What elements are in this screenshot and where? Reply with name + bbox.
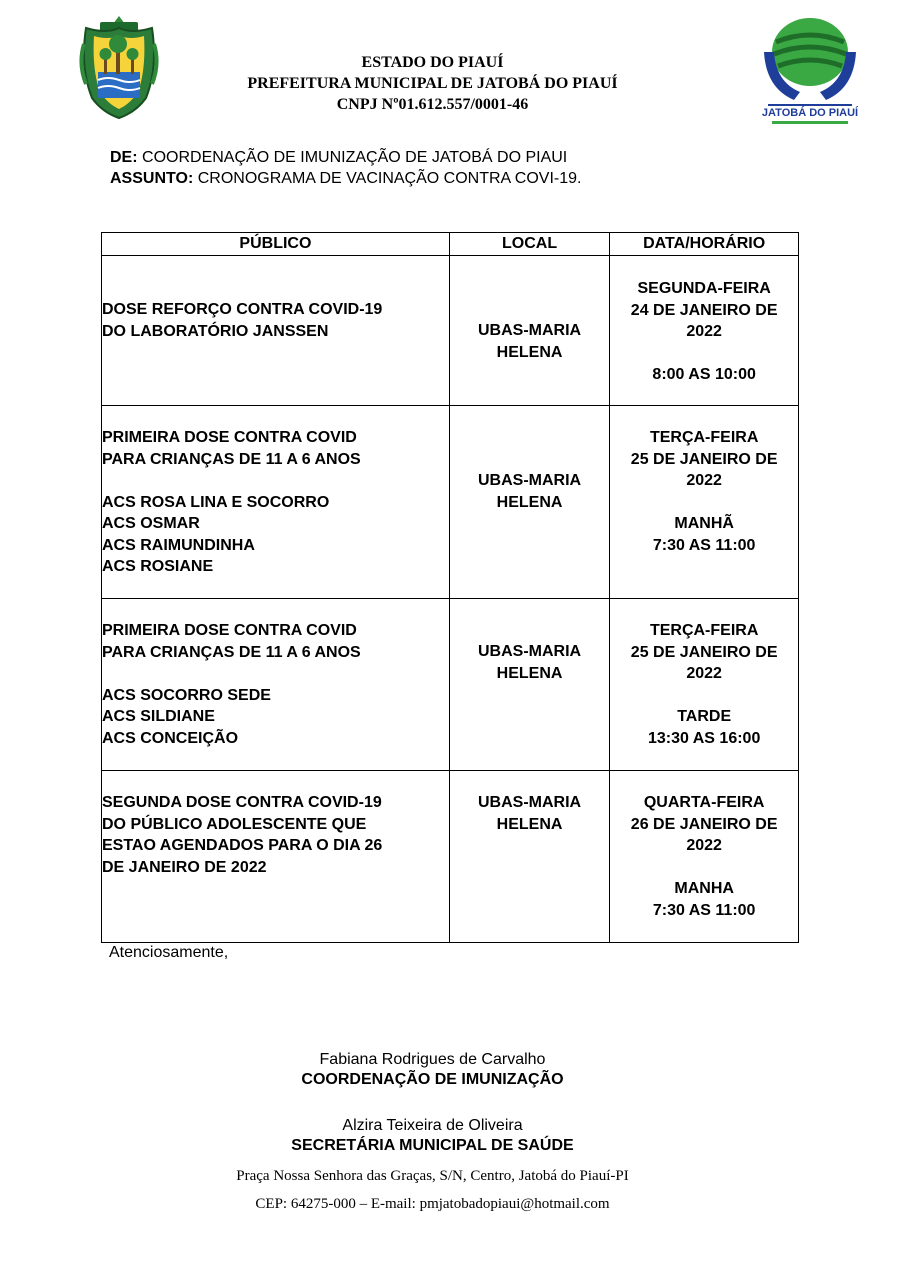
data-line: 25 DE JANEIRO DE — [630, 450, 778, 468]
signature-coordenacao — [160, 1050, 705, 1090]
signatory-role: SECRETÁRIA MUNICIPAL DE SAÚDE — [291, 1137, 574, 1154]
table-header-row — [102, 233, 799, 256]
publico-line: DOSE REFORÇO CONTRA COVID-19 — [102, 301, 383, 318]
data-line: 24 DE JANEIRO DE — [630, 301, 778, 319]
cell-data-horario — [610, 256, 799, 406]
publico-line: ACS SILDIANE — [102, 708, 215, 725]
data-line: 7:30 AS 11:00 — [652, 536, 756, 554]
closing-text: Atenciosamente, — [109, 944, 229, 961]
publico-line: DO LABORATÓRIO JANSSEN — [102, 322, 329, 340]
publico-line: ACS CONCEIÇÃO — [102, 729, 239, 747]
cell-data-horario — [610, 771, 799, 943]
table-row — [102, 771, 799, 943]
header-data-horario: DATA/HORÁRIO — [610, 233, 799, 256]
memo-meta — [110, 147, 581, 189]
publico-line: ACS SOCORRO SEDE — [102, 686, 271, 704]
table-row — [102, 256, 799, 406]
header-publico: PÚBLICO — [102, 233, 450, 256]
assunto-line — [110, 168, 581, 189]
document-header — [160, 52, 705, 115]
data-line: 25 DE JANEIRO DE — [630, 643, 778, 661]
local-line: HELENA — [496, 664, 563, 682]
de-value: COORDENAÇÃO DE IMUNIZAÇÃO DE JATOBÁ DO PIAUI — [137, 149, 568, 166]
cell-publico — [102, 771, 450, 943]
data-line: MANHÃ — [674, 515, 734, 532]
publico-line: ACS OSMAR — [102, 515, 200, 532]
data-line: SEGUNDA-FEIRA — [637, 280, 771, 297]
jatoba-municipal-logo — [762, 12, 858, 130]
publico-line: PARA CRIANÇAS DE 11 A 6 ANOS — [102, 450, 361, 468]
cell-publico — [102, 406, 450, 599]
table-row — [102, 406, 799, 599]
signatory-name: Fabiana Rodrigues de Carvalho — [319, 1051, 546, 1068]
cell-local — [449, 256, 610, 406]
publico-line: PARA CRIANÇAS DE 11 A 6 ANOS — [102, 643, 361, 661]
data-line: 13:30 AS 16:00 — [647, 729, 761, 747]
local-line: UBAS-MARIA — [478, 472, 582, 489]
local-line: UBAS-MARIA — [478, 643, 582, 660]
footer-contact: CEP: 64275-000 – E-mail: pmjatobadopiaui@hotmail.com — [255, 1196, 610, 1212]
vaccination-schedule-table — [101, 232, 799, 943]
table-row — [102, 599, 799, 771]
cell-local — [449, 406, 610, 599]
cnpj-number: CNPJ Nº01.612.557/0001-46 — [336, 96, 529, 113]
signatory-role: COORDENAÇÃO DE IMUNIZAÇÃO — [301, 1071, 564, 1088]
publico-line: ACS ROSA LINA E SOCORRO — [102, 493, 330, 511]
local-line: UBAS-MARIA — [478, 794, 582, 811]
data-line: 8:00 AS 10:00 — [652, 366, 756, 383]
logo-text: JATOBÁ DO PIAUÍ — [762, 107, 858, 119]
assunto-label: ASSUNTO: — [110, 170, 194, 187]
local-line: HELENA — [496, 343, 563, 361]
data-line: 26 DE JANEIRO DE — [630, 815, 778, 833]
header-local: LOCAL — [449, 233, 610, 256]
cell-data-horario — [610, 406, 799, 599]
signatory-name: Alzira Teixeira de Oliveira — [342, 1117, 523, 1134]
publico-line: SEGUNDA DOSE CONTRA COVID-19 — [102, 794, 382, 811]
de-line — [110, 147, 581, 168]
municipal-crest-logo — [78, 14, 160, 122]
data-line: 2022 — [686, 472, 722, 489]
publico-line: ACS ROSIANE — [102, 558, 214, 575]
data-line: 2022 — [686, 323, 722, 340]
cell-data-horario — [610, 599, 799, 771]
data-line: 2022 — [686, 837, 722, 854]
publico-line: DO PÚBLICO ADOLESCENTE QUE — [102, 815, 367, 833]
data-line: MANHA — [674, 880, 734, 897]
data-line: TERÇA-FEIRA — [649, 622, 759, 639]
local-line: UBAS-MARIA — [478, 322, 582, 339]
state-name: ESTADO DO PIAUÍ — [361, 54, 504, 71]
cell-local — [449, 771, 610, 943]
local-line: HELENA — [496, 493, 563, 511]
prefeitura-name: PREFEITURA MUNICIPAL DE JATOBÁ DO PIAUÍ — [247, 75, 618, 92]
publico-line: ESTAO AGENDADOS PARA O DIA 26 — [102, 837, 383, 854]
data-line: 7:30 AS 11:00 — [652, 901, 756, 919]
publico-line: PRIMEIRA DOSE CONTRA COVID — [102, 622, 357, 639]
data-line: TARDE — [677, 708, 732, 725]
publico-line: ACS RAIMUNDINHA — [102, 536, 255, 554]
de-label: DE: — [110, 149, 138, 166]
publico-line: DE JANEIRO DE 2022 — [102, 858, 267, 876]
signature-secretaria — [160, 1116, 705, 1156]
data-line: TERÇA-FEIRA — [649, 429, 759, 446]
footer-address: Praça Nossa Senhora das Graças, S/N, Centro, Jatobá do Piauí-PI — [236, 1168, 629, 1184]
cell-publico — [102, 256, 450, 406]
publico-line: PRIMEIRA DOSE CONTRA COVID — [102, 429, 357, 446]
local-line: HELENA — [496, 815, 563, 833]
cell-local — [449, 599, 610, 771]
assunto-value: CRONOGRAMA DE VACINAÇÃO CONTRA COVI-19. — [193, 170, 582, 187]
data-line: QUARTA-FEIRA — [643, 794, 765, 811]
cell-publico — [102, 599, 450, 771]
data-line: 2022 — [686, 665, 722, 682]
